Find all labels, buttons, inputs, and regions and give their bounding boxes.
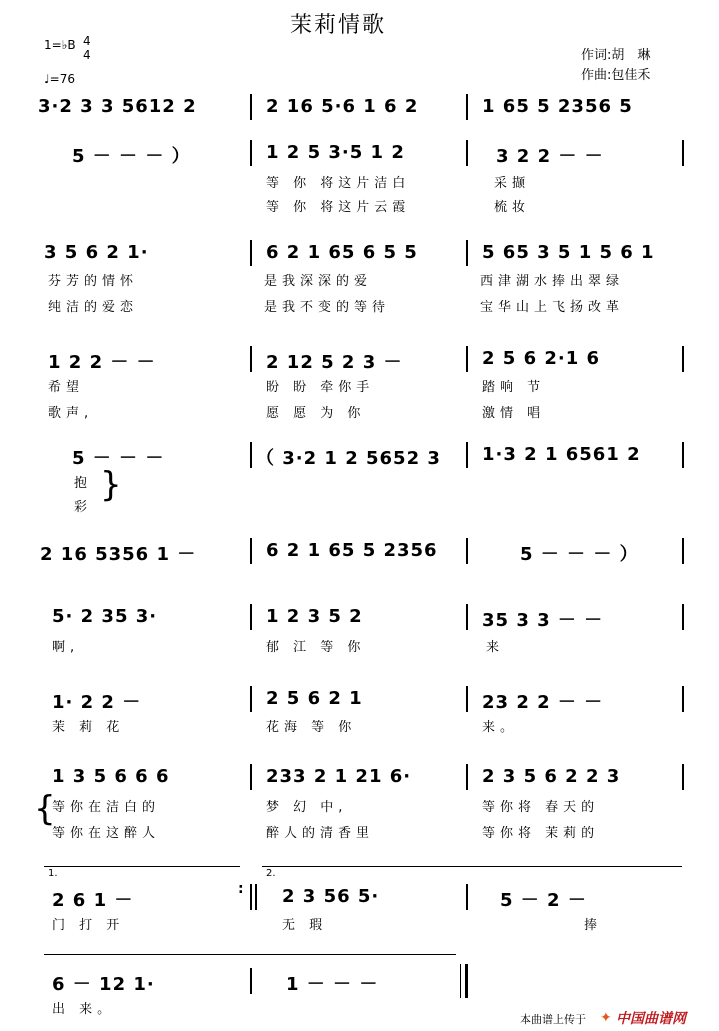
barline xyxy=(250,94,252,120)
key-signature xyxy=(44,38,76,52)
time-top: 4 xyxy=(83,34,91,48)
barline xyxy=(682,442,684,468)
lyric-line-1: 梦 幻 中, xyxy=(266,800,348,815)
notation-row-10-measure-2: 2 3 56 5· xyxy=(282,886,380,907)
lyric-line-1: 芬芳的情怀 xyxy=(48,274,139,289)
barline xyxy=(466,346,468,372)
notation-row-4-measure-3: 2 5 6 2·1 6 xyxy=(482,348,601,369)
barline xyxy=(250,968,252,994)
lyric-line-2: 激情 唱 xyxy=(482,406,546,421)
second-ending-bracket xyxy=(44,954,456,955)
barline xyxy=(466,94,468,120)
barline xyxy=(250,346,252,372)
notation-row-2-measure-3: 3 2 2 － － xyxy=(496,146,604,167)
barline xyxy=(466,764,468,790)
lyric-line-1: 花海 等 你 xyxy=(266,720,357,735)
barline xyxy=(250,538,252,564)
notation-row-5-measure-3: 1·3 2 1 6561 2 xyxy=(482,444,641,465)
notation-row-8-measure-3: 23 2 2 － － xyxy=(482,692,604,713)
notation-row-6-measure-2: 6 2 1 65 5 2356 xyxy=(266,540,438,561)
lyric-line-1: 盼 盼 牵你手 xyxy=(266,380,375,395)
notation-row-10-measure-3: 5 － 2 － xyxy=(500,890,587,911)
barline xyxy=(682,764,684,790)
key-label: 1=♭B xyxy=(44,38,76,52)
barline xyxy=(466,140,468,166)
barline xyxy=(682,538,684,564)
notation-row-11-measure-2: 1 － － － xyxy=(286,974,379,995)
lyric-line-1: 来。 xyxy=(482,720,519,735)
tempo-mark: ♩=76 xyxy=(44,72,75,86)
notation-row-8-measure-1: 1· 2 2 － xyxy=(52,692,142,713)
lyric-line-2: 彩 xyxy=(74,500,93,515)
notation-row-8-measure-2: 2 5 6 2 1 xyxy=(266,688,363,709)
flame-icon: ✦ xyxy=(600,1010,612,1026)
barline xyxy=(682,346,684,372)
barline xyxy=(250,240,252,266)
lyric-line-1: 出 来。 xyxy=(52,1002,116,1017)
song-title: 茉莉情歌 xyxy=(290,13,387,38)
notation-row-7-measure-3: 35 3 3 － － xyxy=(482,610,604,631)
notation-row-10-measure-1: 2 6 1 － xyxy=(52,890,134,911)
lyric-line-2: 歌声, xyxy=(48,406,94,421)
notation-row-3-measure-3: 5 65 3 5 1 5 6 1 xyxy=(482,242,655,263)
lyric-line-2: 愿 愿 为 你 xyxy=(266,406,366,421)
final-barline-thin xyxy=(460,964,461,998)
lyric-line-2: 是我不变的等待 xyxy=(264,300,391,315)
notation-row-7-measure-2: 1 2 3 5 2 xyxy=(266,606,363,627)
lyric-line-2: 醉人的清香里 xyxy=(266,826,375,841)
first-ending-bracket xyxy=(44,866,240,867)
notation-row-1-measure-3: 1 65 5 2356 5 xyxy=(482,96,633,117)
lyric-line-1: 捧 xyxy=(584,918,603,933)
repeat-barline xyxy=(255,884,257,910)
lyric-line-2: 纯洁的爱恋 xyxy=(48,300,139,315)
lyric-line-1: 等 你 将这片洁白 xyxy=(266,176,411,191)
lyric-line-1: 等你将 春天的 xyxy=(482,800,600,815)
notation-row-7-measure-1: 5· 2 35 3· xyxy=(52,606,158,627)
notation-row-3-measure-2: 6 2 1 65 6 5 5 xyxy=(266,242,418,263)
first-ending-label: 1. xyxy=(48,868,58,879)
lyric-line-1: 等你在洁白的 xyxy=(52,800,161,815)
lyric-line-1: 门 打 开 xyxy=(52,918,125,933)
second-ending-bracket xyxy=(262,866,682,867)
lyric-line-2: 等 你 将这片云霞 xyxy=(266,200,411,215)
lyricist-credit: 作词:胡 琳 xyxy=(581,48,651,63)
notation-row-2-measure-1: 5 － － － ） xyxy=(72,146,191,167)
lyric-line-1: 抱 xyxy=(74,476,93,491)
lyric-line-2: 宝华山上飞扬改革 xyxy=(480,300,625,315)
lyric-line-2: 等你在这醉人 xyxy=(52,826,161,841)
notation-row-2-measure-2: 1 2 5 3·5 1 2 xyxy=(266,142,405,163)
upload-note: 本曲谱上传于 xyxy=(520,1013,586,1026)
lyric-brace: } xyxy=(100,465,122,505)
repeat-dots: : xyxy=(238,881,245,897)
lyric-line-2: 等你将 茉莉的 xyxy=(482,826,600,841)
barline xyxy=(466,538,468,564)
notation-row-9-measure-1: 1 3 5 6 6 6 xyxy=(52,766,170,787)
notation-row-6-measure-3: 5 － － － ） xyxy=(520,544,639,565)
notation-row-11-measure-1: 6 － 12 1· xyxy=(52,974,155,995)
site-logo[interactable]: 中国曲谱网 xyxy=(616,1011,686,1027)
barline xyxy=(250,686,252,712)
notation-row-3-measure-1: 3 5 6 2 1· xyxy=(44,242,149,263)
lyric-line-1: 无 瑕 xyxy=(282,918,328,933)
repeat-barline xyxy=(250,884,252,910)
notation-row-5-measure-2: （ 3·2 1 2 5652 3 xyxy=(256,448,441,469)
barline xyxy=(466,686,468,712)
lyric-line-1: 啊, xyxy=(52,640,80,655)
lyric-line-1: 来 xyxy=(486,640,505,655)
notation-row-4-measure-2: 2 12 5 2 3 － xyxy=(266,352,403,373)
composer-credit: 作曲:包佳禾 xyxy=(581,68,651,83)
second-ending-label: 2. xyxy=(266,868,276,879)
time-bottom: 4 xyxy=(83,48,91,62)
lyric-line-1: 茉 莉 花 xyxy=(52,720,125,735)
barline xyxy=(466,240,468,266)
notation-row-1-measure-2: 2 16 5·6 1 6 2 xyxy=(266,96,419,117)
notation-row-4-measure-1: 1 2 2 － － xyxy=(48,352,156,373)
barline xyxy=(466,604,468,630)
notation-row-9-measure-3: 2 3 5 6 2 2 3 xyxy=(482,766,621,787)
lyric-line-1: 郁 江 等 你 xyxy=(266,640,366,655)
barline xyxy=(466,884,468,910)
barline xyxy=(250,140,252,166)
final-barline-thick xyxy=(465,964,468,998)
barline xyxy=(682,686,684,712)
lyric-line-2: 梳妆 xyxy=(494,200,531,215)
lyric-line-1: 西津湖水捧出翠绿 xyxy=(480,274,625,289)
lyric-line-1: 是我深深的爱 xyxy=(264,274,373,289)
notation-row-5-measure-1: 5 － － － xyxy=(72,448,165,469)
barline xyxy=(682,604,684,630)
notation-row-9-measure-2: 233 2 1 21 6· xyxy=(266,766,412,787)
time-signature xyxy=(83,34,91,62)
notation-row-1-measure-1: 3·2 3 3 5612 2 xyxy=(38,96,197,117)
lyric-brace: { xyxy=(34,789,56,829)
barline xyxy=(250,604,252,630)
barline xyxy=(682,140,684,166)
barline xyxy=(250,442,252,468)
lyric-line-1: 踏响 节 xyxy=(482,380,546,395)
barline xyxy=(466,442,468,468)
barline xyxy=(250,764,252,790)
notation-row-6-measure-1: 2 16 5356 1 － xyxy=(40,544,197,565)
lyric-line-1: 希望 xyxy=(48,380,85,395)
lyric-line-1: 采撷 xyxy=(494,176,531,191)
